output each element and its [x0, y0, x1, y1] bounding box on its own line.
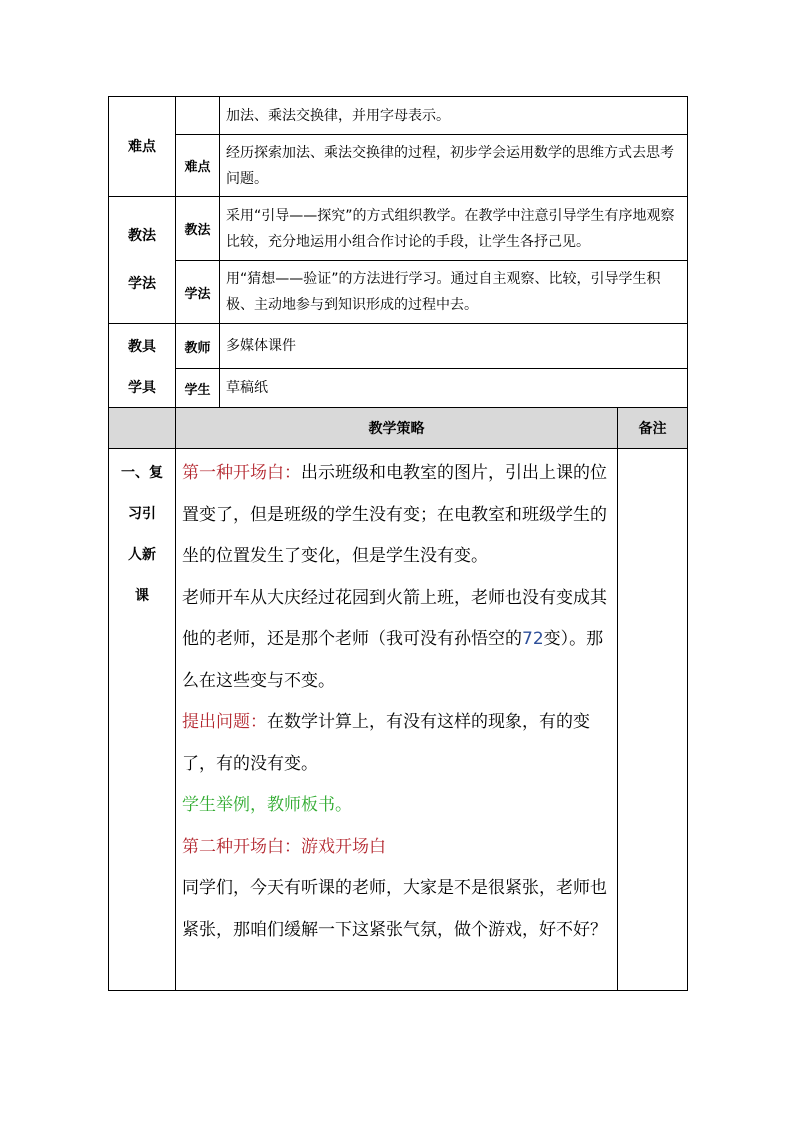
paragraph-2 [182, 578, 611, 703]
tools-label-line1: 教具 [128, 338, 156, 355]
strategy-header-blank [109, 408, 176, 449]
methods-row-2 [109, 261, 688, 324]
section-label-line1: 一、复 [121, 465, 163, 481]
teacher-tools-text: 多媒体课件 [220, 324, 688, 369]
opening1-text: 出示班级和电教室的图片，引出上课的位置变了，但是班级的学生没有变；在电教室和班级学生的坐的位置发生了变化，但是学生没有变。 [182, 463, 607, 566]
green-note: 学生举例，教师板书。 [182, 795, 352, 815]
final-paragraph: 同学们，今天有听课的老师，大家是不是很紧张，老师也紧张，那咱们缓解一下这紧张气氛，做个游戏，好不好？ [182, 878, 607, 940]
question-title: 提出问题： [182, 712, 267, 732]
teacher-tools-label: 教师 [176, 324, 220, 369]
student-tools-text: 草稿纸 [220, 369, 688, 408]
tools-label-line2: 学具 [128, 379, 156, 396]
tools-row-1 [109, 324, 688, 369]
lesson-plan-table [108, 96, 688, 991]
strategy-header-title: 教学策略 [176, 408, 618, 449]
difficulty-text-2: 经历探索加法、乘法交换律的过程，初步学会运用数学的思维方式去思考问题。 [220, 135, 688, 197]
difficulty-sub-label: 难点 [176, 135, 220, 197]
strategy-content-row [109, 449, 688, 991]
methods-label-line1: 教法 [128, 228, 156, 244]
methods-label [109, 197, 176, 324]
methods-label-line2: 学法 [128, 276, 156, 292]
student-tools-label: 学生 [176, 369, 220, 408]
paragraph-2-number: 72 [522, 629, 544, 649]
section-label [109, 449, 176, 991]
opening1-paragraph [182, 453, 611, 578]
difficulty-text-1: 加法、乘法交换律，并用字母表示。 [220, 97, 688, 135]
opening2-title: 第二种开场白：游戏开场白 [182, 836, 386, 857]
difficulty-blank-sub [176, 97, 220, 135]
notes-cell [618, 449, 688, 991]
section-label-line2: 习引 [128, 506, 156, 522]
difficulty-label: 难点 [109, 97, 176, 197]
question-paragraph [182, 702, 611, 785]
paragraph-2-after: 变）。那么在这些变与不变。 [182, 629, 604, 691]
paragraph-2-before: 老师开车从大庆经过花园到火箭上班，老师也没有变成其他的老师，还是那个老师（我可没有孙悟空的 [182, 587, 607, 649]
section-label-line4: 课 [135, 588, 149, 604]
opening1-title: 第一种开场白： [182, 463, 301, 483]
learn-method-text: 用“猜想——验证”的方法进行学习。通过自主观察、比较，引导学生积极、主动地参与到知识形成的过程中去。 [220, 261, 688, 324]
strategy-header-row [109, 408, 688, 449]
learn-method-label: 学法 [176, 261, 220, 324]
difficulty-row-2 [109, 135, 688, 197]
question-text: 在数学计算上，有没有这样的现象，有的变了，有的没有变。 [182, 712, 590, 774]
tools-row-2 [109, 369, 688, 408]
teach-method-label: 教法 [176, 197, 220, 261]
teach-method-text: 采用“引导——探究”的方式组织教学。在教学中注意引导学生有序地观察比较，充分地运用小组合作讨论的手段，让学生各抒己见。 [220, 197, 688, 261]
difficulty-row-1 [109, 97, 688, 135]
methods-row-1 [109, 197, 688, 261]
tools-label [109, 324, 176, 408]
section-label-line3: 人新 [128, 547, 156, 563]
strategy-header-notes: 备注 [618, 408, 688, 449]
strategy-content [176, 449, 618, 991]
